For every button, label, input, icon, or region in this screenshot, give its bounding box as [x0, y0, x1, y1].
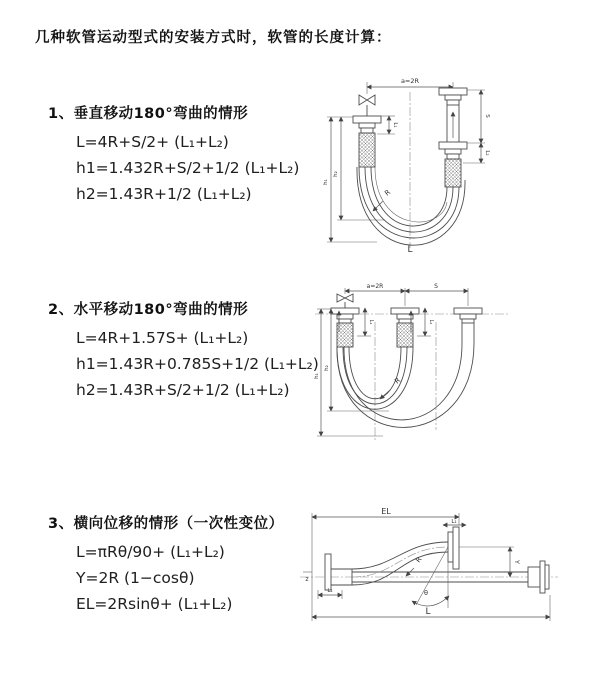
dim-label-l1: L₁ — [392, 122, 398, 128]
dimension-l2 — [417, 308, 434, 336]
formula-length: L=πRθ/90+ (L₁+L₂) — [76, 543, 225, 561]
dimension-y — [459, 547, 521, 577]
dim-label-length: L — [425, 607, 431, 617]
upper-right-flange-fitting — [448, 527, 459, 569]
dimension-l1 — [357, 308, 374, 336]
dim-label-h1: h₁ — [323, 179, 329, 185]
right-flange-upper-position — [439, 88, 467, 142]
right-flange-lower-position — [439, 142, 467, 187]
diagram-lateral-displacement — [298, 505, 590, 640]
section-1-heading: 1、垂直移动180°弯曲的情形 — [48, 106, 249, 122]
section-3-heading: 3、横向位移的情形（一次性变位） — [48, 516, 284, 532]
formula-h1: h1=1.43R+0.785S+1/2 (L₁+L₂) — [76, 355, 319, 373]
axis-mark-label: z — [305, 576, 309, 583]
hose-displaced-s-curve — [352, 542, 448, 585]
section-2-formulas — [48, 325, 338, 403]
dim-label-el: EL — [381, 507, 391, 516]
dim-label-r: R — [414, 555, 424, 565]
dim-label-s: S — [434, 283, 438, 290]
diagram-horizontal-180-bend — [313, 280, 513, 460]
section-2-heading: 2、水平移动180°弯曲的情形 — [48, 302, 249, 318]
dim-label-a2r: a=2R — [400, 77, 420, 85]
left-flange-fitting — [325, 554, 352, 590]
dim-label-y: Y — [513, 560, 521, 564]
formula-h2: h2=1.43R+1/2 (L₁+L₂) — [76, 185, 252, 203]
right-flange-fitting-displaced — [454, 308, 482, 342]
dim-label-l2: L₂ — [484, 150, 490, 156]
dim-label-l1: L₁ — [368, 319, 374, 325]
dimension-a2r — [345, 283, 468, 306]
dim-label-h2: h₂ — [333, 171, 339, 177]
dim-label-h1: h₁ — [314, 373, 320, 379]
dim-label-l1: L₁ — [451, 519, 457, 525]
diagram-vertical-180-bend — [313, 70, 563, 255]
radius-angle-construction — [406, 547, 449, 608]
dimension-l1 — [443, 519, 466, 525]
dim-label-l2: L₂ — [327, 588, 333, 594]
dimension-l — [312, 595, 550, 621]
hose-u-bend — [337, 342, 474, 427]
section-1-formulas — [48, 129, 338, 207]
formula-h1: h1=1.432R+S/2+1/2 (L₁+L₂) — [76, 159, 300, 177]
valve-icon — [337, 294, 353, 308]
dimension-l2 — [318, 588, 342, 599]
formula-length: L=4R+S/2+ (L₁+L₂) — [76, 133, 229, 151]
dim-label-r: R — [393, 376, 403, 386]
dim-label-l2: L₂ — [428, 319, 434, 325]
formula-length: L=4R+1.57S+ (L₁+L₂) — [76, 329, 249, 347]
dim-label-length: L — [407, 245, 413, 255]
middle-flange-fitting — [391, 308, 419, 347]
section-3-formulas — [48, 539, 338, 617]
dim-label-s: S — [484, 114, 490, 118]
formula-y: Y=2R (1−cosθ) — [76, 569, 195, 587]
axis-mark — [303, 572, 312, 583]
page-title: 几种软管运动型式的安装方式时，软管的长度计算： — [35, 30, 392, 46]
section-lateral-displacement — [48, 512, 338, 617]
formula-h2: h2=1.43R+S/2+1/2 (L₁+L₂) — [76, 381, 290, 399]
dim-label-h2: h₂ — [324, 365, 330, 371]
dimension-s — [467, 90, 490, 143]
valve-icon — [359, 95, 375, 116]
section-horizontal-movement — [48, 298, 338, 403]
radius-callout — [380, 376, 402, 399]
angle-label-theta: θ — [424, 589, 428, 597]
dimension-s — [405, 283, 468, 291]
left-flange-fitting — [331, 308, 359, 347]
formula-el: EL=2Rsinθ+ (L₁+L₂) — [76, 595, 233, 613]
section-vertical-movement — [48, 102, 338, 207]
dim-label-r: R — [383, 188, 393, 198]
dim-label-a2r: a=2R — [366, 283, 384, 290]
left-flange-fitting — [353, 116, 381, 167]
